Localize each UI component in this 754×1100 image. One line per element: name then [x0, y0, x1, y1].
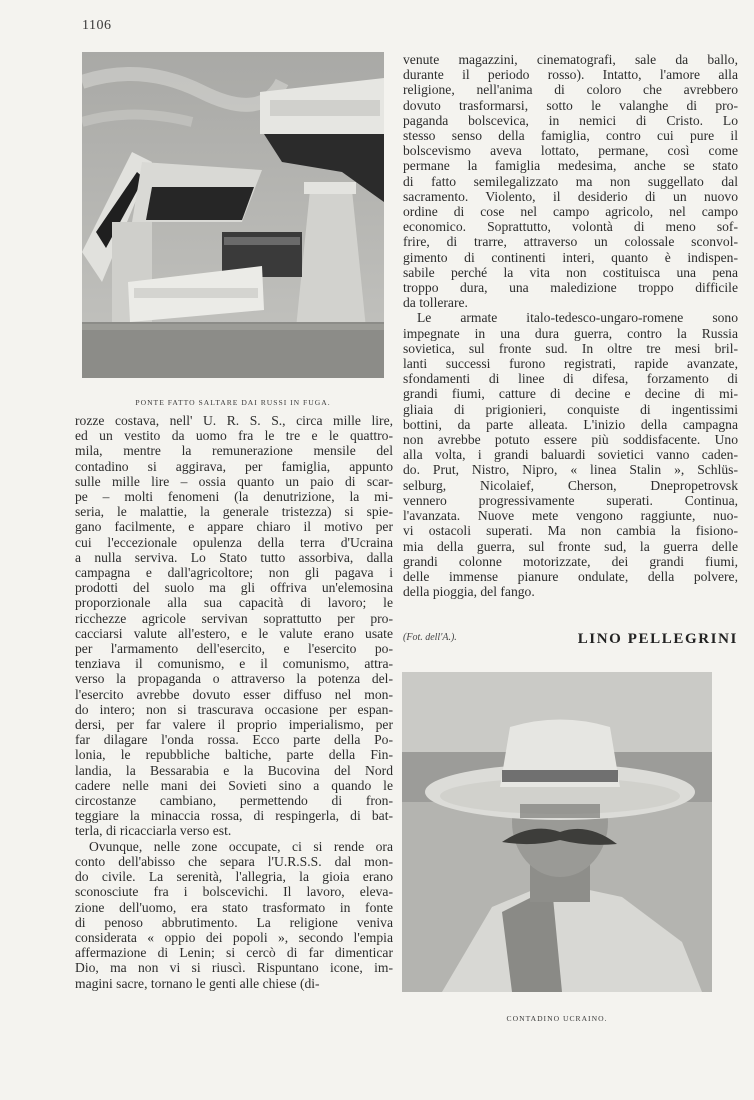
text-line: far dilagare l'onda rossa. Ecco parte della Po- [75, 732, 393, 748]
text-line: della pioggia, del fango. [403, 584, 535, 600]
bridge-photo-illustration [82, 52, 384, 378]
text-line: stesso senso della famiglia, contro cui pure il [403, 128, 738, 144]
text-line: vennero progressivamente superati. Continua, [403, 492, 738, 508]
text-line: economico. Soprattutto, volontà di meno sof- [403, 219, 738, 235]
text-line: gimento di continenti interi, quanto è indispen- [403, 249, 738, 265]
text-line: sacramento. Violento, il desiderio di un nuovo [403, 188, 738, 204]
text-line: cacciarsi valute all'estero, e le valute erano usate [75, 625, 393, 641]
text-line: durante il periodo rosso). Intatto, l'amore alla [403, 67, 738, 83]
text-line: da tollerare. [403, 295, 468, 311]
text-line: bottini, da parte alleata. L'inizio della campagna [403, 416, 738, 432]
text-line: magini sacre, tornano le genti alle chiese (di- [75, 975, 320, 991]
text-line: sfondamenti di linee di difesa, forzamento di [403, 371, 738, 387]
text-line: ricchezze agricole servivan soprattutto per pro- [75, 610, 393, 626]
text-line: prodotti del suolo ma gli offriva un'elemosina [75, 580, 393, 596]
page-number: 1106 [82, 18, 112, 33]
paragraph [403, 52, 738, 310]
text-line: circostanze cambiano, permettendo di fron- [75, 793, 393, 809]
text-line: cui l'eccezionale opulenza della terra d'Ucraina [75, 534, 393, 550]
text-line: ordine di cose nel campo agricolo, nel campo [403, 204, 738, 220]
text-line: zione dell'uomo, era stato trasformato in fonte [75, 899, 393, 915]
text-line: do civile. La serenità, l'allegria, la gioia erano [75, 869, 393, 885]
text-line: do intero; non si trascurava occasione per espan- [75, 701, 393, 717]
text-line: proporzionale alla sua capacità di lavoro; le [75, 595, 393, 611]
text-line: rozze costava, nell' U. R. S. S., circa mille lire, [75, 413, 393, 428]
text-line: sabile perché la vita non costituisca una pena [403, 264, 738, 280]
text-line: delle immense pianure ondulate, della polvere, [403, 568, 738, 584]
text-line: non avrebbe potuto essere più soddisfacente. Uno [403, 432, 738, 448]
text-line: religione, nell'anima di coloro che avrebbero [403, 82, 738, 98]
text-line: tenziava il comunismo, e il comunismo, attra- [75, 656, 393, 672]
bridge-photo-caption: PONTE FATTO SALTARE DAI RUSSI IN FUGA. [135, 398, 331, 407]
text-line: impegnate in una dura guerra, contro la Russia [403, 325, 738, 341]
text-line: lonia, le repubbliche baltiche, parte della Fin- [75, 747, 393, 763]
peasant-photo-caption: CONTADINO UCRAINO. [506, 1014, 608, 1023]
text-line: paganda bolscevica, in nemici di Cristo. Lo [403, 112, 738, 128]
text-line: grandi fiumi, catture di decine e decine di mi- [403, 386, 738, 402]
text-line: terla, di ricacciarla verso est. [75, 823, 232, 839]
text-line: do. Prut, Nistro, Nipro, « linea Stalin », Schlüs- [403, 462, 738, 478]
text-line: Dio, ma non vi si riuscì. Rispuntano icone, im- [75, 960, 393, 976]
text-line: dovuto trasformarsi, sotto le valanghe di pro- [403, 97, 738, 113]
text-line: alla volta, i grandi baluardi sovietici vanno caden- [403, 447, 738, 463]
text-line: ed un vestito da uomo fra le tre e le quattro- [75, 428, 393, 444]
text-line: gano facilmente, e appare chiaro il motivo per [75, 519, 393, 535]
author-name: LINO PELLEGRINI [577, 631, 738, 647]
peasant-photo [402, 672, 712, 992]
text-line: selburg, Nicolaief, Cherson, Dnepropetrovsk [403, 477, 738, 493]
text-line: conto dell'abisso che separa l'U.R.S.S. dal mon- [75, 853, 393, 869]
text-line: mia della guerra, sul fronte sud, la guerra delle [403, 538, 738, 554]
text-line: l'esercito avrebbe dovuto esser diffuso nel mon- [75, 686, 393, 702]
text-line: seria, le malattie, la generale tristezza) si spie- [75, 504, 393, 520]
text-line: mila, mentre la remunerazione mensile del [75, 443, 393, 459]
article-left-column [75, 413, 393, 991]
text-line: frire, di trarre, attraverso un colossale sconvol- [403, 234, 738, 250]
text-line: landia, la Bessarabia e la Bucovina del Nord [75, 762, 393, 778]
text-line: troppo dura, una maledizione troppo difficile [403, 280, 738, 296]
paragraph [75, 413, 393, 839]
text-line: sovietica, sul fronte sud. In oltre tre mesi bril- [403, 340, 738, 356]
text-line: dersi, per far valere il proprio imperialismo, per [75, 717, 393, 733]
text-line: grandi colonne motorizzate, dei grandi fiumi, [403, 553, 738, 569]
text-line: a nulla serviva. Lo Stato tutto assorbiva, dalla [75, 549, 393, 565]
text-line: verso la propaganda o attraverso la potenza del- [75, 671, 393, 687]
text-line: considerata « oppio dei popoli », secondo l'empia [75, 929, 393, 945]
text-line: l'avanzata. Nuove mete vengono raggiunte, nuo- [403, 508, 738, 524]
photo-credit: (Fot. dell'A.). [403, 632, 457, 643]
text-line: contadino si aggirava, per famiglia, appunto [75, 458, 393, 474]
text-line: permane la famiglia medesima, anche se stato [403, 158, 738, 174]
paragraph [403, 310, 738, 599]
text-line: sconosciute fra i bolscevichi. Il lavoro, eleva- [75, 884, 393, 900]
text-line: Le armate italo-tedesco-ungaro-romene sono [417, 310, 738, 326]
text-line: sulle mille lire – ossia quanto un paio di scar- [75, 473, 393, 489]
peasant-photo-illustration [402, 672, 712, 992]
text-line: Ovunque, nelle zone occupate, ci si rende ora [89, 838, 393, 854]
bridge-photo [82, 52, 384, 378]
article-right-column [403, 52, 738, 599]
text-line: affermazione di Lenin; si cercò di far dimenticar [75, 945, 393, 961]
text-line: lanti successi furono registrati, rapide avanzate, [403, 356, 738, 372]
text-line: di fatto semilegalizzato ma non suggellato dal [403, 173, 738, 189]
text-line: pe – molti fenomeni (la denutrizione, la mi- [75, 489, 393, 505]
text-line: teggiare la minaccia rossa, di respingerla, di bat- [75, 808, 393, 824]
text-line: per l'armamento dell'esercito, e l'esercito po- [75, 641, 393, 657]
text-line: venute magazzini, cinematografi, sale da ballo, [403, 52, 738, 67]
paragraph [75, 839, 393, 991]
text-line: vi ostacoli superati. Ma non cambia la fisiono- [403, 523, 738, 539]
text-line: gliaia di prigionieri, conquiste di ingentissimi [403, 401, 738, 417]
text-line: bolscevismo aveva lottato, permane, così come [403, 143, 738, 159]
text-line: di penoso abbrutimento. La religione veniva [75, 914, 393, 930]
text-line: cadere nelle mani dei Sovieti sino a quando le [75, 777, 393, 793]
text-line: campagna e dall'agricoltore; non gli pagava i [75, 565, 393, 581]
